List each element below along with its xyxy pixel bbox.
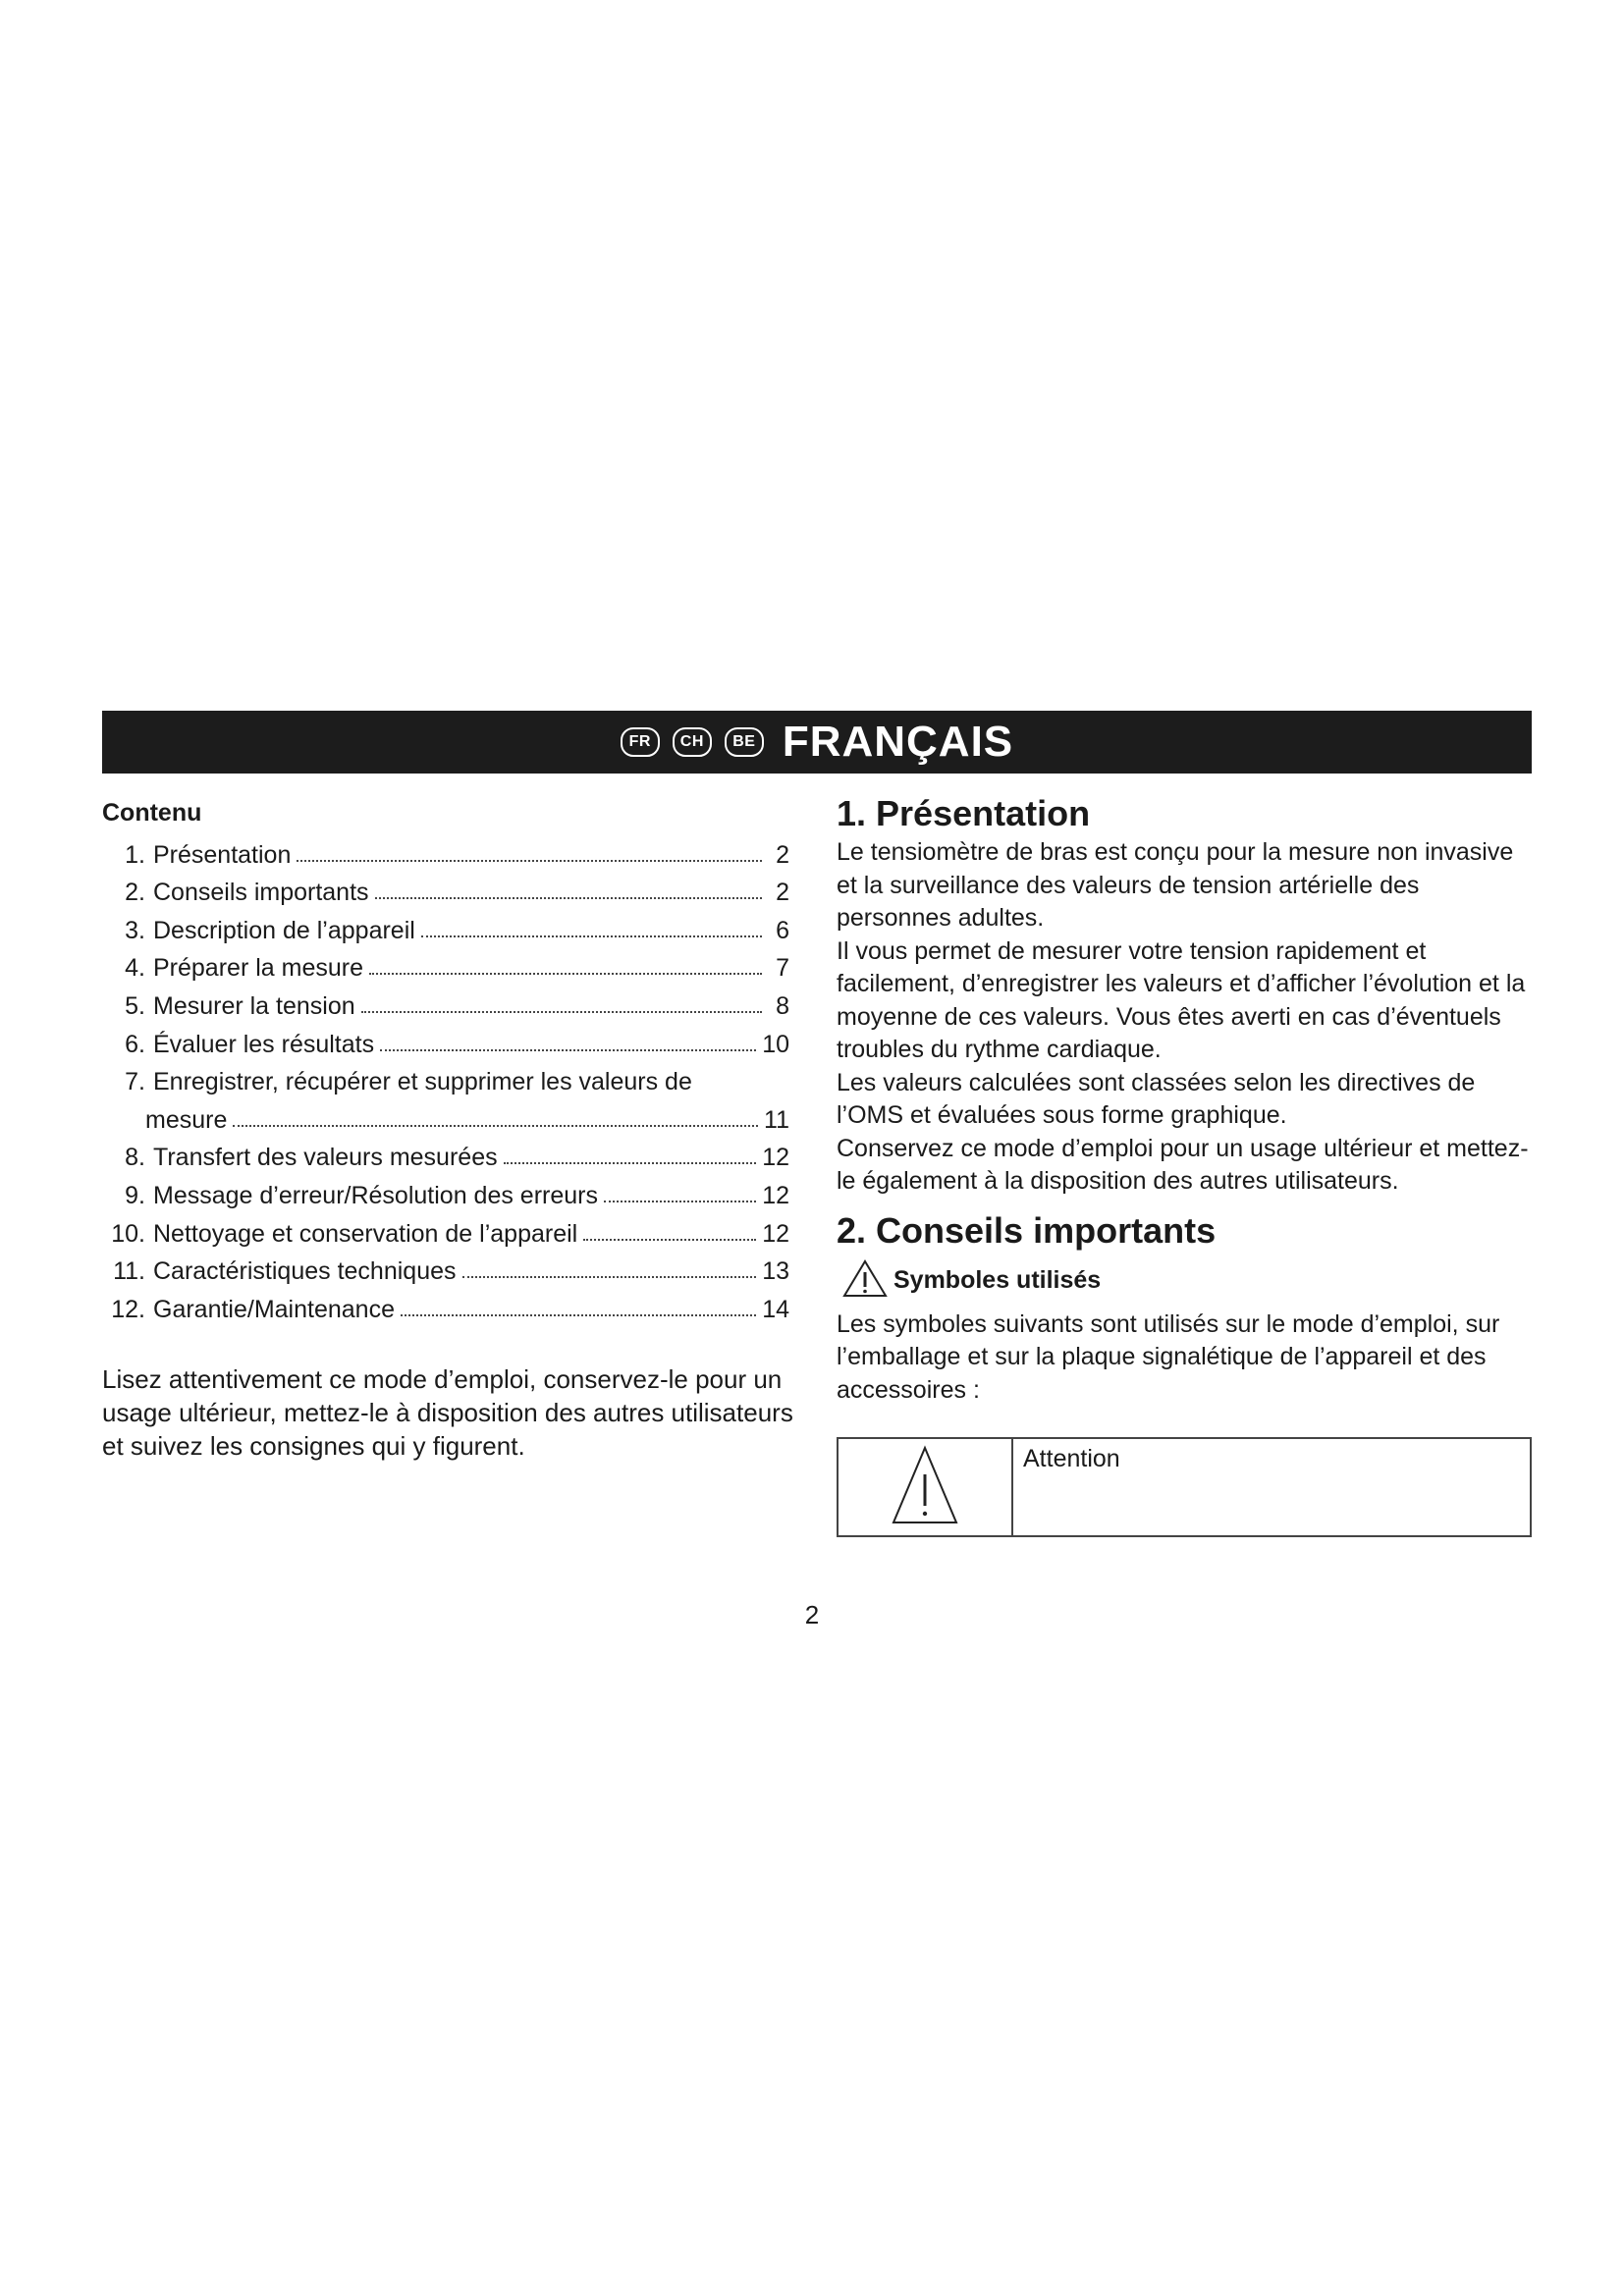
section-1-title: 1. Présentation [837, 793, 1091, 833]
flag-ch-badge: CH [673, 727, 712, 757]
toc-item: 7. Enregistrer, récupérer et supprimer les valeurs de mesure 11 [125, 1068, 789, 1134]
symbols-subheading-label: Symboles utilisés [893, 1266, 1102, 1294]
toc-item: 12. Garantie/Maintenance 14 [111, 1295, 789, 1323]
toc-item: 4. Préparer la mesure 7 [125, 954, 789, 983]
page-number: 2 [804, 1600, 820, 1629]
symbol-cell [839, 1439, 1013, 1535]
contents-column [102, 799, 789, 1324]
symbols-table [837, 1437, 1532, 1537]
language-title: FRANÇAIS [782, 718, 1014, 766]
toc-item: 11. Caractéristiques techniques 13 [113, 1257, 789, 1286]
symbol-description: Attention [1023, 1445, 1120, 1472]
main-column [837, 791, 1530, 1407]
toc-item: 3. Description de l’appareil 6 [125, 916, 789, 944]
usage-note: Lisez attentivement ce mode d’emploi, conservez-le pour un usage ultérieur, mettez-le à disposition des autres utilisateurs et suivez les consignes qui y figurent. [102, 1364, 793, 1461]
toc-item: 5. Mesurer la tension 8 [125, 991, 789, 1020]
section-1-paragraph: Conservez ce mode d’emploi pour un usage ultérieur et mettez-le également à la disposition des autres utilisateurs. [837, 1134, 1529, 1195]
toc-item: 1. Présentation 2 [125, 840, 789, 869]
toc-item: 8. Transfert des valeurs mesurées 12 [125, 1144, 789, 1172]
toc-item: 6. Évaluer les résultats 10 [125, 1030, 789, 1058]
flag-be-badge: BE [725, 727, 764, 757]
toc-item: 10. Nettoyage et conservation de l’appareil 12 [111, 1219, 789, 1248]
contents-heading: Contenu [102, 799, 202, 827]
section-2-title: 2. Conseils importants [837, 1209, 1217, 1251]
warning-triangle-icon [891, 1445, 959, 1530]
section-1-paragraph: Les valeurs calculées sont classées selon les directives de l’OMS et évaluées sous forme graphique. [837, 1068, 1476, 1129]
section-1-paragraph: Il vous permet de mesurer votre tension rapidement et facilement, d’enregistrer les valeurs et d’afficher l’évolution et la moyenne de ces valeurs. Vous êtes averti en cas d’éventuels troubles du rythme cardiaque. [837, 936, 1526, 1063]
symbols-subheading [842, 1257, 1530, 1305]
toc-item: 9. Message d’erreur/Résolution des erreurs 12 [125, 1181, 789, 1209]
section-1-paragraph: Le tensiomètre de bras est conçu pour la mesure non invasive et la surveillance des valeurs de tension artérielle des personnes adultes. [837, 838, 1514, 932]
table-of-contents [102, 831, 789, 1324]
warning-triangle-icon [842, 1258, 888, 1303]
toc-item: 2. Conseils importants 2 [125, 879, 789, 907]
flag-fr-badge: FR [621, 727, 660, 757]
symbols-intro: Les symboles suivants sont utilisés sur le mode d’emploi, sur l’emballage et sur la plaque signalétique de l’appareil et des accessoires : [837, 1309, 1500, 1404]
language-header [102, 711, 1532, 774]
